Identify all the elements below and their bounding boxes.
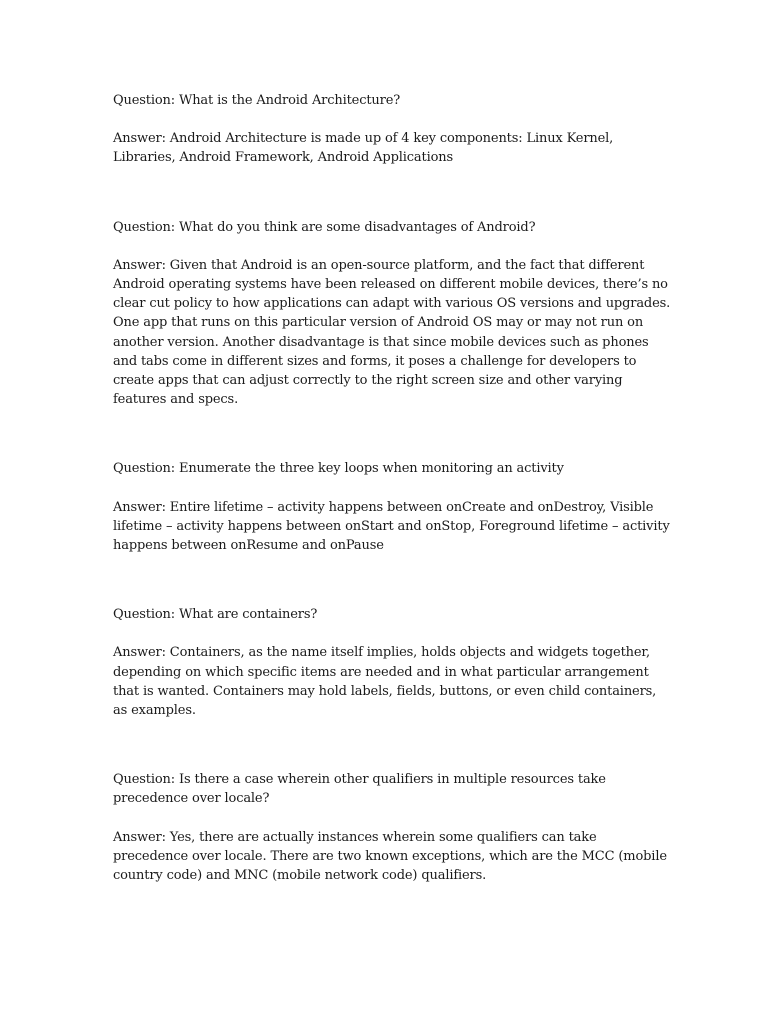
- answer-3: Answer: Entire lifetime – activity happens between onCreate and onDestroy, Visible lifetime – activity happens between onStart and onStop, Foreground lifetime – activity happens between onResume and onPause: [113, 499, 670, 554]
- question-3: Question: Enumerate the three key loops when monitoring an activity: [113, 461, 564, 477]
- answer-1: Answer: Android Architecture is made up of 4 key components: Linux Kernel, Libraries, Android Framework, Android Applications: [113, 131, 614, 166]
- answer-4: Answer: Containers, as the name itself implies, holds objects and widgets together, depending on which specific items are needed and in what particular arrangement that is wanted. Containers may hold labels, fields, buttons, or even child containers, as examples.: [113, 645, 657, 719]
- question-4: Question: What are containers?: [113, 607, 318, 623]
- document-page: [113, 91, 673, 935]
- question-1: Question: What is the Android Architecture?: [113, 93, 401, 108]
- answer-2: Answer: Given that Android is an open-source platform, and the fact that different Android operating systems have been released on different mobile devices, there’s no clear cut policy to how applications can adapt with various OS versions and upgrades. One app that runs on this particular version of Android OS may or may not run on another version. Another disadvantage is that since mobile devices such as phones and tabs come in different sizes and forms, it poses a challenge for developers to create apps that can adjust correctly to the right screen size and other varying features and specs.: [113, 257, 671, 408]
- question-2: Question: What do you think are some disadvantages of Android?: [113, 219, 536, 235]
- question-5: Question: Is there a case wherein other qualifiers in multiple resources take precedence over locale?: [113, 772, 606, 807]
- answer-5: Answer: Yes, there are actually instances wherein some qualifiers can take precedence over locale. There are two known exceptions, which are the MCC (mobile country code) and MNC (mobile network code) qualifiers.: [113, 829, 667, 884]
